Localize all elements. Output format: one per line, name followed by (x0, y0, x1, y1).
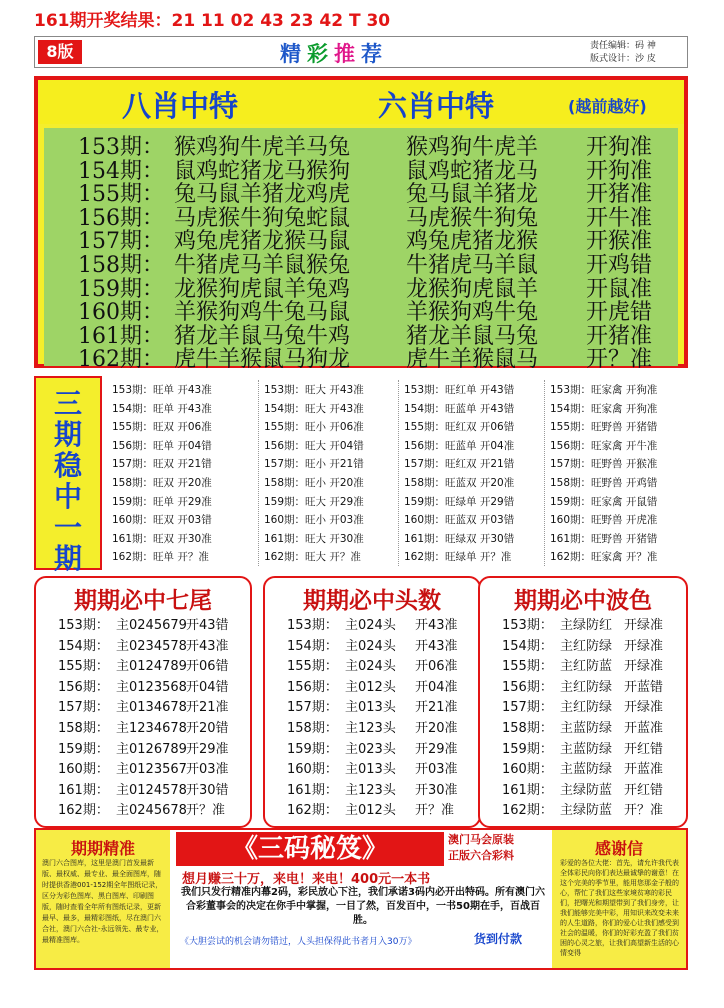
wave-box-row (480, 779, 686, 799)
eight-zodiac: 牛猪虎马羊鼠猴兔 (174, 253, 351, 278)
row-period: 153期： (58, 618, 109, 633)
head-box (263, 576, 481, 828)
row-result: 开鸡错 (586, 253, 653, 278)
row-result: 开蓝准 (624, 721, 664, 736)
row-period: 156期： (287, 679, 338, 695)
wave-box-row (480, 614, 686, 634)
wave-box-row (480, 696, 686, 716)
eight-zodiac: 兔马鼠羊猪龙鸡虎 (174, 182, 351, 208)
row-result: 开06准 (415, 659, 458, 675)
editor-credits (590, 40, 656, 66)
six-zodiac: 马虎猴牛狗兔 (406, 205, 539, 231)
page-title (280, 38, 388, 68)
prediction-line: 156期：旺家禽 开牛准 (550, 439, 658, 452)
row-result: 开30准 (415, 782, 458, 798)
eight-zodiac: 龙猴狗虎鼠羊兔鸡 (174, 276, 351, 302)
prediction-line: 157期：旺红双 开21错 (404, 458, 515, 471)
page-badge: 8版 (38, 40, 82, 64)
prediction-line: 155期：旺双 开06准 (112, 421, 212, 434)
tail-box-row (36, 738, 250, 758)
prediction-line: 155期：旺野兽 开猪错 (550, 421, 658, 434)
six-zodiac: 兔马鼠羊猪龙 (406, 182, 539, 208)
zodiac-rows (44, 128, 678, 373)
eight-zodiac: 猪龙羊鼠马兔牛鸡 (174, 323, 351, 349)
six-zodiac: 牛猪虎马羊鼠 (406, 253, 539, 278)
zodiac-panel-header (38, 80, 684, 124)
prediction-line: 162期：旺绿单 开？准 (404, 551, 512, 564)
left-ad-text: 澳门六合图库，这里是澳门首发最新版、最权威、最专业、最全面图库，随时提供香港001-152期全年图纸记录，区分为彩色图库、黑白图库、印刷图版，随时查看全年所有图纸记录，更新最早、最多，最精彩图纸，尽在澳门六合社，澳门六合社-永远领先、最专业，最精准图库。 (42, 859, 164, 944)
prediction-line: 159期：旺家禽 开鼠错 (550, 495, 658, 508)
row-period: 157期： (58, 700, 109, 716)
row-result: 开29准 (415, 741, 458, 757)
prediction-line: 154期：旺家禽 开狗准 (550, 402, 658, 415)
row-pick: 主0245679 (116, 618, 187, 633)
wave-box (478, 576, 688, 828)
row-pick: 主0124578 (116, 782, 187, 798)
wave-box-row (480, 655, 686, 675)
head-box-row (265, 676, 479, 696)
prediction-column (550, 380, 690, 568)
section-title-char: 稳 (53, 449, 82, 482)
prediction-line: 160期：旺小 开03准 (264, 514, 364, 527)
row-result: 开虎错 (586, 300, 653, 326)
row-pick: 主0123568 (116, 679, 187, 695)
row-period: 156期： (58, 679, 109, 695)
row-pick: 主0134678 (116, 700, 187, 716)
prediction-line: 160期：旺蓝双 开03错 (404, 514, 515, 527)
prediction-line: 153期：旺红单 开43错 (404, 384, 515, 396)
zodiac-prediction-panel (34, 76, 688, 373)
row-period: 159期： (78, 276, 164, 302)
prediction-line: 156期：旺蓝单 开04准 (404, 439, 515, 452)
row-pick: 主024头 (345, 618, 396, 633)
eight-zodiac: 虎牛羊猴鼠马狗龙 (174, 347, 351, 373)
row-result: 开鼠准 (586, 276, 653, 302)
head-box-row (265, 696, 479, 716)
six-zodiac-heading: 六肖中特 (378, 89, 495, 123)
row-result: 开？准 (186, 803, 226, 819)
prediction-line: 162期：旺家禽 开？准 (550, 551, 658, 564)
head-box-row (265, 738, 479, 758)
three-period-section (34, 376, 688, 575)
prediction-line: 155期：旺小 开06准 (264, 421, 364, 434)
prediction-line: 159期：旺单 开29准 (112, 495, 212, 508)
prediction-line: 159期：旺大 开29准 (264, 495, 364, 508)
row-result: 开21准 (186, 700, 229, 716)
row-result: 开43准 (415, 618, 458, 633)
row-period: 160期： (287, 762, 338, 778)
row-period: 161期： (78, 323, 164, 349)
row-period: 161期： (502, 782, 553, 798)
row-period: 162期： (58, 803, 109, 819)
designer-line: 版式设计：沙 皮 (590, 54, 656, 64)
draw-result-banner: 161期开奖结果：21 11 02 43 23 42 T 30 (34, 11, 391, 31)
row-period: 154期： (502, 638, 553, 654)
tail-box-row (36, 799, 250, 819)
thank-you-text: 彩爱的各位大佬：首先，请允许我代表全体彩民向你们表达最诚挚的谢意！在这个完美的季节里，能用您那金子般的心，帮忙了我们这些家境贫寒的彩民们，把曙光和期望带到了我们身旁，让我们能够完美中彩，用知识来改变未来的人生道路，你们的爱心让我们感受到社会的温暖，你们的好彩充盈了我们贫困的心灵之旅，让我们高望新生活的心情变得 (560, 859, 679, 957)
row-result: 开红错 (624, 782, 664, 798)
row-period: 154期： (78, 158, 164, 184)
book-ad (172, 830, 550, 968)
prediction-line: 159期：旺绿单 开29错 (404, 495, 515, 508)
head-box-row (265, 655, 479, 675)
row-result: 开狗准 (586, 135, 653, 160)
row-result: 开蓝准 (624, 762, 664, 778)
row-result: 开04准 (415, 679, 458, 695)
left-ad-title: 期期精准 (70, 839, 135, 858)
title-char: 彩 (307, 42, 330, 66)
row-result: 开21准 (415, 700, 458, 716)
prediction-line: 161期：旺野兽 开猪错 (550, 532, 658, 545)
row-result: 开？准 (415, 803, 455, 819)
row-result: 开绿准 (624, 700, 664, 716)
row-result: 开03准 (186, 762, 229, 778)
prediction-line: 160期：旺双 开03错 (112, 514, 212, 527)
row-pick: 主绿防蓝 (560, 803, 613, 819)
row-period: 162期： (502, 803, 553, 819)
prediction-line: 161期：旺大 开30准 (264, 532, 364, 545)
prediction-line: 155期：旺红双 开06错 (404, 421, 515, 434)
zodiac-row (44, 224, 678, 255)
book-footnote: 《大胆尝试的机会请勿错过，人头担保得此书者月入30万》 (180, 937, 417, 947)
wave-box-row (480, 799, 686, 819)
zodiac-row (44, 154, 678, 184)
header-note: (越前越好) (568, 97, 647, 116)
row-period: 162期： (78, 347, 164, 373)
eight-zodiac-heading: 八肖中特 (122, 89, 239, 123)
prediction-line: 162期：旺大 开？准 (264, 551, 361, 564)
prediction-line: 158期：旺双 开20准 (112, 477, 212, 489)
prediction-line: 156期：旺大 开04错 (264, 439, 364, 452)
row-pick: 主012头 (345, 803, 396, 819)
head-box-row (265, 799, 479, 819)
row-result: 开？准 (624, 803, 664, 819)
row-result: 开20错 (186, 721, 229, 736)
prediction-line: 158期：旺蓝双 开20准 (404, 477, 515, 489)
prediction-column (264, 380, 404, 568)
prediction-line: 161期：旺双 开30准 (112, 532, 212, 545)
wave-box-title: 期期必中波色 (514, 587, 652, 614)
row-result: 开狗准 (586, 158, 653, 184)
row-period: 157期： (78, 229, 164, 255)
row-period: 161期： (287, 782, 338, 798)
row-result: 开30错 (186, 782, 229, 798)
zodiac-row (44, 130, 678, 160)
row-period: 156期： (78, 205, 164, 231)
tail-box-row (36, 779, 250, 799)
title-char: 精 (280, 42, 303, 66)
row-result: 开红错 (624, 741, 664, 757)
row-period: 160期： (58, 762, 109, 778)
six-zodiac: 虎牛羊猴鼠马 (406, 347, 539, 373)
book-body: 我们只发行精准内幕2码，彩民放心下注，我们承诺3码内必开出特码。所有澳门六合彩董事会的决定在你手中掌握，一目了然，百发百中，一书50期在手，百战百胜。 (181, 887, 545, 926)
pay-on-delivery: 货到付款 (474, 932, 523, 946)
tail-box-row (36, 717, 250, 737)
three-period-title (34, 376, 102, 575)
row-period: 153期： (78, 135, 164, 160)
prediction-line: 153期：旺家禽 开狗准 (550, 384, 658, 396)
row-result: 开牛准 (586, 205, 653, 231)
left-ad (36, 830, 170, 968)
eight-zodiac: 羊猴狗鸡牛兔马鼠 (174, 300, 351, 326)
row-pick: 主红防绿 (560, 700, 613, 716)
prediction-line: 157期：旺双 开21错 (112, 458, 212, 471)
head-box-row (265, 717, 479, 737)
tail-box-row (36, 696, 250, 716)
title-char: 荐 (361, 42, 384, 66)
row-pick: 主0245678 (116, 803, 187, 819)
eight-zodiac: 猴鸡狗牛虎羊马兔 (174, 135, 351, 160)
row-pick: 主蓝防绿 (560, 762, 613, 778)
section-title-char: 一 (53, 511, 82, 544)
prediction-line: 153期：旺单 开43准 (112, 384, 212, 396)
row-pick: 主0126789 (116, 741, 187, 757)
tail-box (34, 576, 252, 828)
row-period: 161期： (58, 782, 109, 798)
row-period: 159期： (58, 741, 109, 757)
six-zodiac: 龙猴狗虎鼠羊 (406, 276, 539, 302)
row-pick: 主123头 (345, 721, 396, 736)
row-pick: 主0124789 (116, 659, 187, 675)
row-pick: 主024头 (345, 659, 396, 675)
editor-line: 责任编辑：码 神 (590, 41, 656, 51)
row-result: 开绿准 (624, 659, 664, 675)
book-promo: 想月赚三十万，来电！来电！400元一本书 (182, 872, 431, 887)
row-pick: 主013头 (345, 762, 396, 778)
row-result: 开猪准 (586, 182, 653, 208)
section-title-char: 期 (53, 542, 82, 575)
row-period: 155期： (502, 659, 553, 675)
prediction-column (404, 380, 544, 568)
six-zodiac: 猪龙羊鼠马兔 (406, 323, 539, 349)
bottom-ad-section (34, 828, 688, 970)
banner-side-line: 正版六合彩料 (448, 849, 514, 862)
thank-you-title: 感谢信 (594, 839, 643, 858)
row-pick: 主红防绿 (560, 638, 613, 654)
row-period: 160期： (502, 762, 553, 778)
row-result: 开04错 (186, 679, 229, 695)
row-period: 159期： (502, 741, 553, 757)
row-pick: 主024头 (345, 638, 396, 654)
row-result: 开猴准 (586, 229, 653, 255)
row-result: 开43错 (186, 618, 229, 633)
row-result: 开20准 (415, 721, 458, 736)
tail-box-row (36, 635, 250, 655)
banner-side-line: 澳门马会原装 (448, 833, 514, 846)
row-period: 155期： (58, 659, 109, 675)
head-box-title: 期期必中头数 (303, 587, 441, 614)
prediction-line: 160期：旺野兽 开虎准 (550, 514, 658, 527)
wave-box-row (480, 758, 686, 778)
row-pick: 主012头 (345, 679, 396, 695)
row-pick: 主蓝防绿 (560, 721, 613, 736)
row-pick: 主123头 (345, 782, 396, 798)
row-period: 154期： (58, 638, 109, 654)
book-banner-side (448, 832, 548, 864)
six-zodiac: 鼠鸡蛇猪龙马 (406, 158, 539, 184)
row-period: 158期： (502, 721, 553, 736)
eight-zodiac: 马虎猴牛狗兔蛇鼠 (174, 205, 351, 231)
row-period: 162期： (287, 803, 338, 819)
prediction-line: 156期：旺单 开04错 (112, 439, 212, 452)
zodiac-row (44, 295, 678, 326)
thank-you-letter (552, 830, 686, 968)
six-zodiac: 猴鸡狗牛虎羊 (406, 135, 539, 160)
wave-box-row (480, 717, 686, 737)
row-pick: 主红防绿 (560, 679, 613, 695)
wave-box-row (480, 738, 686, 758)
eight-zodiac: 鼠鸡蛇猪龙马猴狗 (174, 158, 351, 184)
zodiac-row (44, 177, 678, 208)
row-period: 158期： (287, 721, 338, 736)
wave-box-row (480, 635, 686, 655)
row-period: 157期： (287, 700, 338, 716)
section-title-char: 三 (53, 387, 82, 420)
zodiac-row (44, 342, 678, 373)
row-pick: 主023头 (345, 741, 396, 757)
row-result: 开绿准 (624, 638, 664, 654)
prediction-line: 161期：旺绿双 开30错 (404, 532, 515, 545)
title-char: 推 (334, 42, 357, 66)
row-period: 153期： (502, 618, 553, 633)
prediction-line: 153期：旺大 开43准 (264, 384, 364, 396)
wave-box-row (480, 676, 686, 696)
row-period: 155期： (287, 659, 338, 675)
row-period: 158期： (78, 253, 164, 278)
head-box-row (265, 779, 479, 799)
head-box-row (265, 758, 479, 778)
row-period: 159期： (287, 741, 338, 757)
eight-zodiac: 鸡兔虎猪龙猴马鼠 (174, 229, 351, 255)
row-result: 开06错 (186, 659, 229, 675)
column-divider (398, 380, 399, 566)
row-pick: 主蓝防绿 (560, 741, 613, 757)
row-period: 157期： (502, 700, 553, 716)
tail-box-title: 期期必中七尾 (74, 587, 212, 614)
row-pick: 主0234578 (116, 638, 187, 654)
six-zodiac: 鸡兔虎猪龙猴 (406, 229, 539, 255)
tail-box-row (36, 655, 250, 675)
prediction-line: 154期：旺蓝单 开43错 (404, 402, 515, 415)
section-title-char: 中 (53, 480, 82, 513)
section-title-char: 期 (53, 418, 82, 451)
book-banner: 《三码秘笈》 (176, 832, 444, 866)
prediction-line: 154期：旺大 开43准 (264, 402, 364, 415)
row-result: 开猪准 (586, 323, 653, 349)
zodiac-row (44, 201, 678, 231)
row-period: 154期： (287, 638, 338, 654)
row-pick: 主绿防蓝 (560, 782, 613, 798)
prediction-line: 162期：旺单 开？准 (112, 551, 209, 564)
row-result: 开？准 (586, 347, 653, 373)
zodiac-row (44, 248, 678, 278)
row-pick: 主绿防红 (560, 618, 613, 633)
zodiac-row (44, 319, 678, 349)
head-box-row (265, 635, 479, 655)
row-period: 160期： (78, 300, 164, 326)
row-pick: 主1234678 (116, 721, 187, 736)
column-divider (544, 380, 545, 566)
row-result: 开绿准 (624, 618, 664, 633)
tail-box-row (36, 614, 250, 634)
row-result: 开蓝错 (624, 679, 664, 695)
prediction-column (112, 380, 252, 568)
row-period: 155期： (78, 182, 164, 208)
row-result: 开29准 (186, 741, 229, 757)
prediction-line: 154期：旺单 开43准 (112, 402, 212, 415)
row-pick: 主0123567 (116, 762, 187, 778)
row-period: 158期： (58, 721, 109, 736)
row-period: 156期： (502, 679, 553, 695)
tail-box-row (36, 676, 250, 696)
prediction-line: 158期：旺野兽 开鸡错 (550, 477, 658, 489)
prediction-line: 157期：旺小 开21错 (264, 458, 364, 471)
row-result: 开43准 (415, 638, 458, 654)
row-pick: 主红防蓝 (560, 659, 613, 675)
column-divider (258, 380, 259, 566)
row-result: 开03准 (415, 762, 458, 778)
prediction-line: 157期：旺野兽 开猴准 (550, 458, 658, 471)
zodiac-row (44, 272, 678, 302)
prediction-line: 158期：旺小 开20准 (264, 477, 364, 489)
head-box-row (265, 614, 479, 634)
six-zodiac: 羊猴狗鸡牛兔 (406, 300, 539, 326)
row-period: 153期： (287, 618, 338, 633)
tail-box-row (36, 758, 250, 778)
row-result: 开43准 (186, 638, 229, 654)
row-pick: 主013头 (345, 700, 396, 716)
